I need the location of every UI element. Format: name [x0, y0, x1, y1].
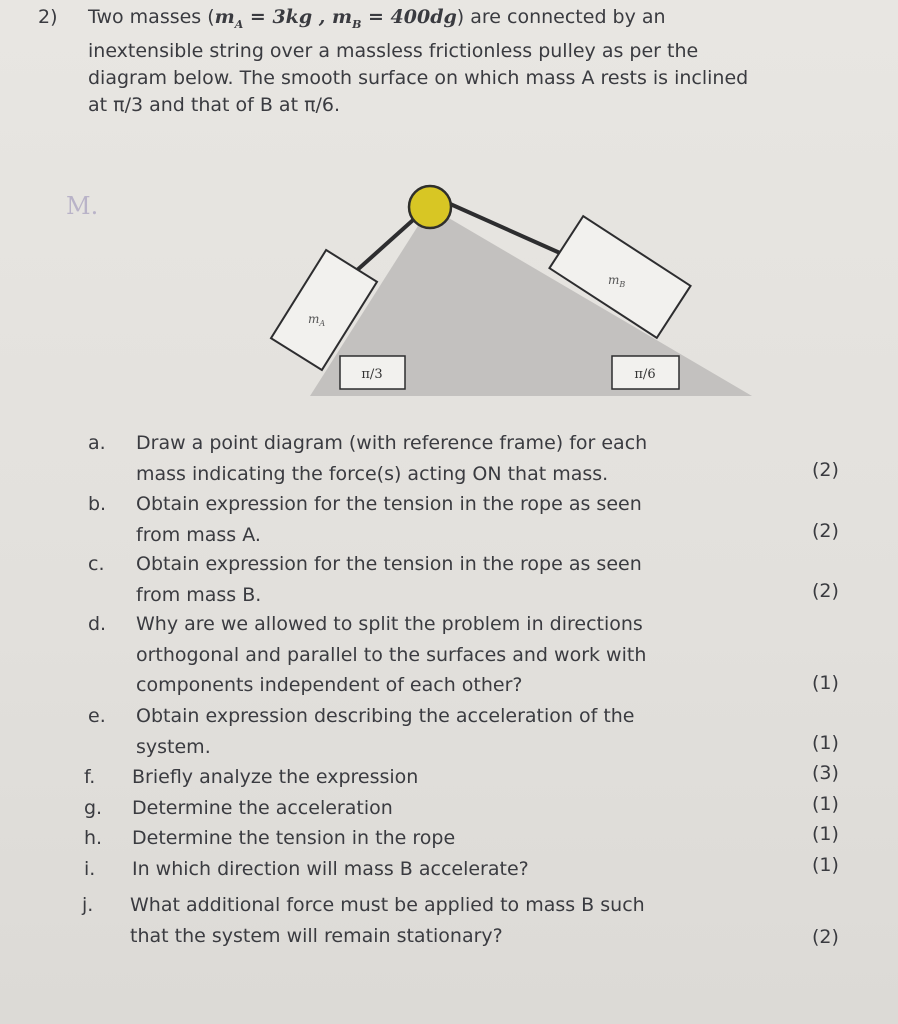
subquestion-line: orthogonal and parallel to the surfaces and work with [136, 643, 647, 666]
subquestion-letter: c. [88, 553, 105, 575]
mass-b-label: $m_B$ [608, 273, 626, 289]
subquestion-line: Obtain expression for the tension in the rope as seen [136, 493, 642, 515]
subquestion-text [136, 428, 766, 489]
subquestion-letter: b. [88, 493, 107, 515]
subquestion-text [132, 793, 762, 824]
subquestion-letter: i. [84, 858, 96, 880]
subquestion-letter: g. [84, 797, 103, 819]
subquestion-line: Briefly analyze the expression [132, 766, 419, 788]
subquestion-line: from mass A. [136, 523, 261, 546]
subquestion-line: mass indicating the force(s) acting ON that mass. [136, 462, 609, 485]
subquestion-letter: a. [88, 432, 106, 454]
mass-a-value: = 3kg , [243, 6, 332, 28]
subquestion-line: Obtain expression for the tension in the rope as seen [136, 553, 642, 575]
subquestion-line: from mass B. [136, 583, 262, 606]
subquestion-mark: (1) [812, 793, 839, 815]
subquestion-line: What additional force must be applied to mass B such [130, 894, 645, 916]
subquestion-letter: h. [84, 827, 103, 849]
mass-a-label: $m_A$ [308, 312, 326, 328]
subquestion-text [132, 762, 762, 793]
subquestion-line: components independent of each other? [136, 674, 523, 696]
subquestion-text [136, 489, 766, 550]
mass-b-value: = 400dg [361, 6, 457, 28]
subquestion-mark: (2) [812, 580, 839, 602]
subquestion-line: In which direction will mass B accelerate? [132, 858, 529, 880]
subquestion-line: Why are we allowed to split the problem in directions [136, 613, 643, 635]
subquestion-letter: e. [88, 705, 106, 727]
angle-a-label: π/3 [361, 367, 383, 382]
pulley [409, 186, 451, 228]
subquestion-mark: (1) [812, 823, 839, 845]
subquestion-text [130, 890, 760, 951]
subquestion-mark: (2) [812, 459, 839, 481]
subquestion-text [132, 854, 762, 885]
angle-b-label: π/6 [634, 367, 656, 382]
intro-text-rest: ) are connected by an inextensible string over a massless frictionless pulley as per the diagram below. The smooth surface on which mass A rests is inclined at π/3 and that of B at π/6. [88, 6, 749, 116]
subquestion-letter: f. [84, 766, 96, 788]
subquestion-line: Determine the acceleration [132, 797, 393, 819]
subquestion-mark: (3) [812, 762, 839, 784]
subquestion-text [136, 549, 766, 610]
subquestion-letter: j. [82, 894, 94, 916]
subquestion-line: Determine the tension in the rope [132, 827, 456, 849]
intro-text-start: Two masses ( [88, 6, 215, 28]
subquestion-mark: (2) [812, 520, 839, 542]
mass-a-symbol: $m_A$ [214, 6, 244, 31]
handwritten-margin-note: M. [66, 192, 99, 220]
subquestion-line: system. [136, 735, 211, 758]
subquestion-mark: (1) [812, 732, 839, 754]
subquestion-text [136, 701, 766, 762]
subquestion-mark: (1) [812, 672, 839, 694]
question-number: 2) [38, 6, 58, 28]
subquestion-mark: (2) [812, 926, 839, 948]
subquestion-line: Obtain expression describing the acceleration of the [136, 705, 635, 727]
subquestion-letter: d. [88, 613, 107, 635]
subquestion-text [136, 609, 766, 701]
mass-b-symbol: $m_B$ [331, 6, 362, 31]
subquestion-line: that the system will remain stationary? [130, 924, 503, 947]
subquestion-mark: (1) [812, 854, 839, 876]
subquestion-line: Draw a point diagram (with reference frame) for each [136, 432, 648, 454]
subquestion-text [132, 823, 762, 854]
